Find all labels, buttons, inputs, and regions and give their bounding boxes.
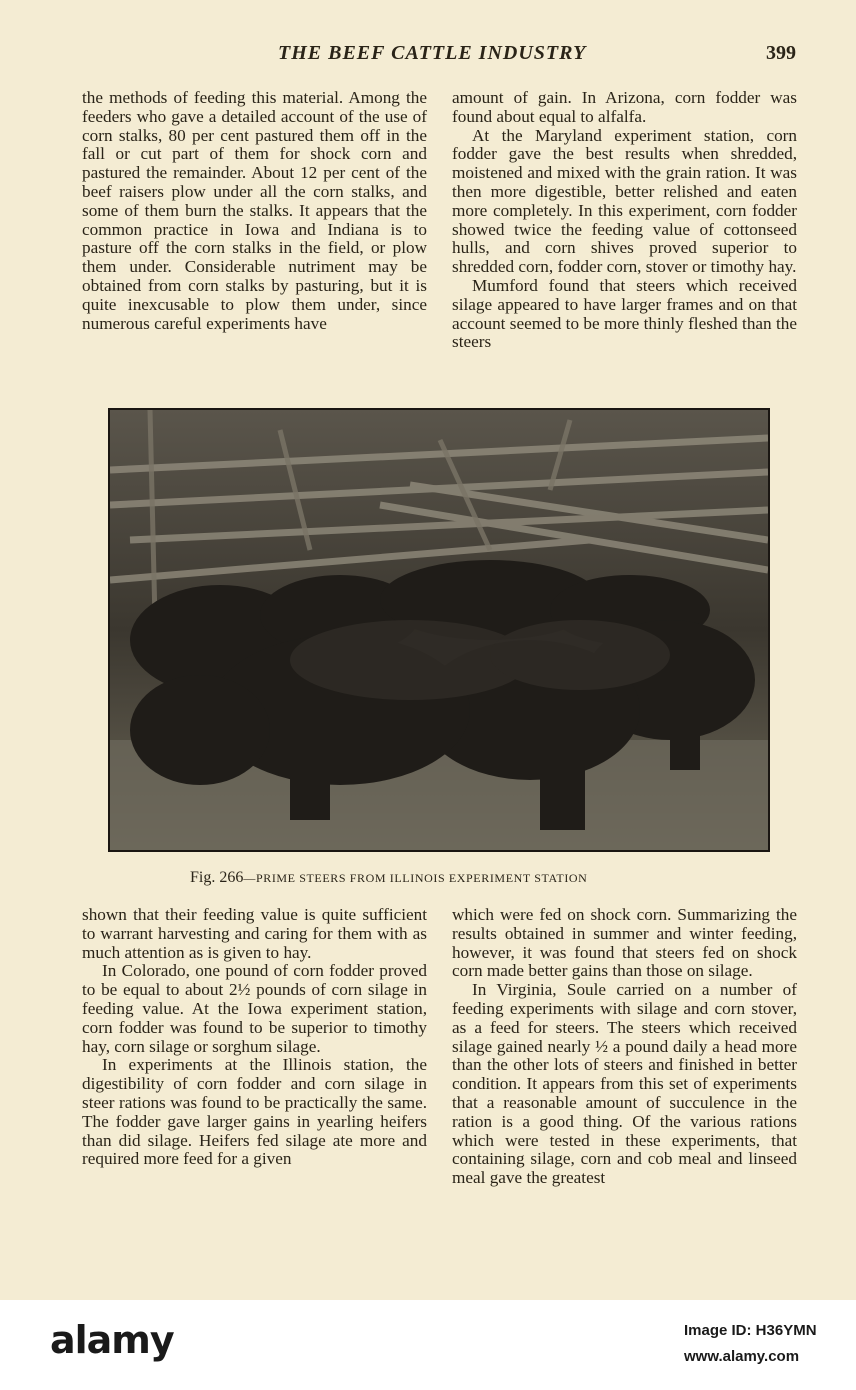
figure-caption [190,869,710,887]
figure-number: Fig. 266 [190,869,244,886]
paragraph: amount of gain. In Arizona, corn fodder was found about equal to alfalfa. [452,88,797,126]
page-header [0,42,856,68]
page-number: 399 [766,42,796,64]
paragraph: At the Maryland experiment station, corn fodder gave the best results when shredded, moistened and mixed with the grain ration. It was then more digestible, better relished and eaten more completely. In this experiment, corn fodder showed twice the feeding value of cottonseed hulls, and corn shives proved superior to shredded corn, fodder corn, stover or timothy hay. [452,125,797,277]
alamy-logo: alamy [50,1318,174,1362]
text-column-bottom-right [452,906,797,1188]
paragraph: which were fed on shock corn. Summarizing the results obtained in summer and winter feeding, however, it was found that steers fed on shock corn made better gains than those on silage. [452,905,797,981]
paragraph: In Virginia, Soule carried on a number of feeding experiments with silage and corn stover, as a feed for steers. The steers which received silage gained nearly ½ a pound daily a head more than the other lots of steers and finished in better condition. It appears from this set of experiments that a reasonable amount of succulence in the ration is a good thing. Of the various rations which were tested in these experiments, that containing silage, corn and cob meal and linseed meal gave the greatest [452,980,797,1188]
paragraph: the methods of feeding this material. Among the feeders who gave a detailed account of the use of corn stalks, 80 per cent pastured them off in the fall or cut part of them for shock corn and pastured the remainder. About 12 per cent of the beef raisers plow under all the corn stalks, and some of them burn the stalks. It appears that the common practice in Iowa and Indiana is to pasture off the corn stalks in the field, or plow them under. Considerable nutriment may be obtained from corn stalks by pasturing, but it is quite inexcusable to plow them under, since numerous careful experiments have [82,88,427,333]
paragraph: In experiments at the Illinois station, the digestibility of corn fodder and corn silage in steer rations was found to be practically the same. The fodder gave larger gains in yearling heifers than did silage. Heifers fed silage ate more and required more feed for a given [82,1055,427,1169]
steers-photo-illustration [110,410,768,850]
paragraph: Mumford found that steers which received silage appeared to have larger frames and on that account seemed to be more thinly fleshed than the steers [452,275,797,352]
text-column-top-right [452,89,797,352]
image-id-label: Image ID: H36YMN [684,1322,817,1339]
text-column-top-left [82,89,427,333]
text-column-bottom-left [82,906,427,1169]
running-title: THE BEEF CATTLE INDUSTRY [278,42,587,64]
site-url: www.alamy.com [684,1348,800,1365]
paragraph: In Colorado, one pound of corn fodder proved to be equal to about 2½ pounds of corn silage in feeding value. At the Iowa experiment station, corn fodder was found to be superior to timothy hay, corn silage or sorghum silage. [82,961,427,1056]
steers-photograph [108,408,770,852]
paragraph: shown that their feeding value is quite sufficient to warrant harvesting and caring for them with as much attention as is given to hay. [82,905,427,962]
figure-caption-text: —PRIME STEERS FROM ILLINOIS EXPERIMENT STATION [243,871,588,885]
